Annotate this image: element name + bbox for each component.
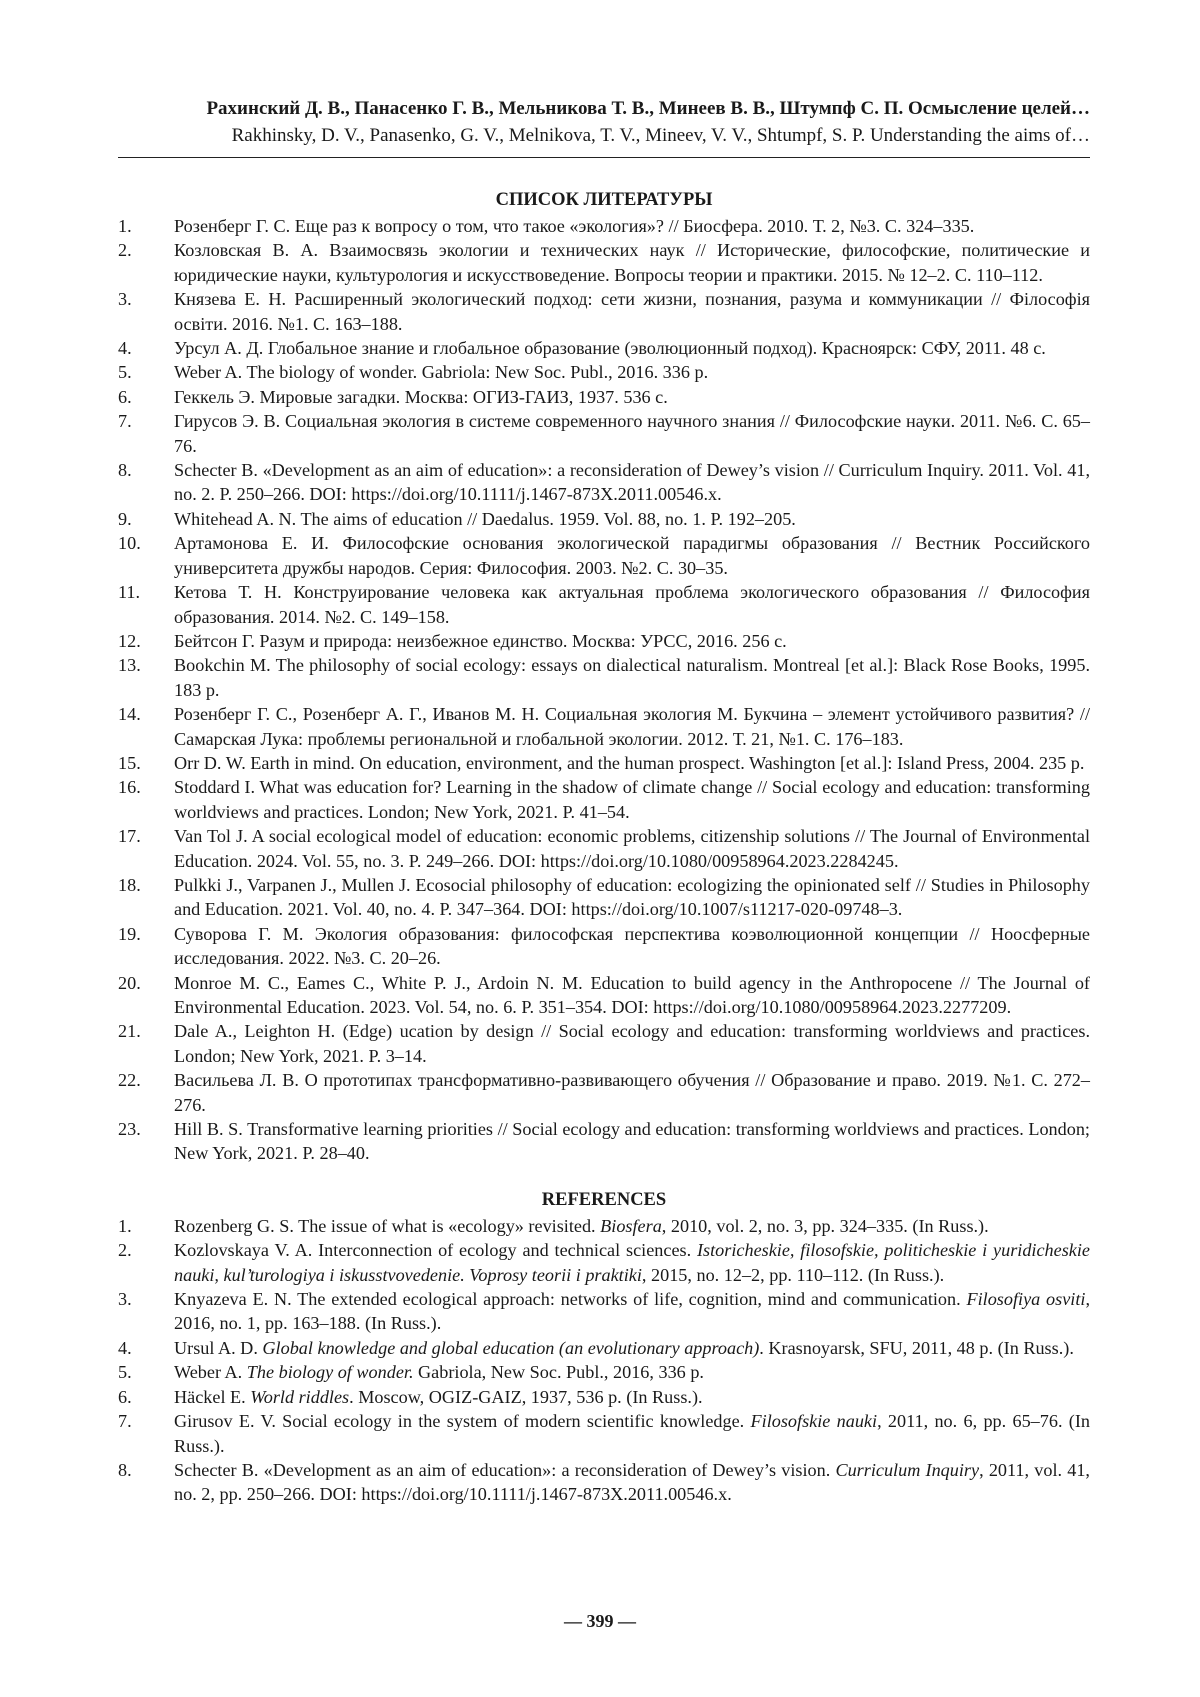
bibliography-item-number: 21.: [118, 1019, 174, 1068]
bibliography-item: [118, 531, 1090, 580]
reference-item: [118, 1409, 1090, 1458]
bibliography-item-number: 8.: [118, 458, 174, 507]
reference-item-source: Istoricheskie, filosofskie, politicheskie i yuridi­cheskie nauki, kul’turologiya i iskusstvovedenie. Voprosy teorii i praktiki: [174, 1240, 1090, 1284]
bibliography-item-text: Monroe M. C., Eames C., White P. J., Ardoin N. M. Education to build agency in the Anthropocene // The Journal of Environmental Education. 2023. Vol. 54, no. 6. P. 351–354. DOI: https://doi.org/10.1080/00958964.2023.2277209.: [174, 971, 1090, 1020]
bibliography-item-number: 5.: [118, 360, 174, 384]
bibliography-item: [118, 214, 1090, 238]
reference-item-number: 7.: [118, 1409, 174, 1458]
bibliography-item: [118, 336, 1090, 360]
reference-item-number: 1.: [118, 1214, 174, 1238]
reference-item-source: Global knowledge and global education (an evolutionary approach): [262, 1338, 759, 1358]
bibliography-item: [118, 458, 1090, 507]
bibliography-item: [118, 873, 1090, 922]
reference-item-authors-title: Kozlovskaya V. A. Interconnection of ecology and technical sciences.: [174, 1240, 697, 1260]
bibliography-title: СПИСОК ЛИТЕРАТУРЫ: [118, 188, 1090, 212]
bibliography-item-text: Hill B. S. Transformative learning priorities // Social ecology and education: transforming worldviews and practices. London; New York, 2021. P. 28–40.: [174, 1117, 1090, 1166]
reference-item: [118, 1385, 1090, 1409]
bibliography-item: [118, 507, 1090, 531]
reference-item-details: , 2011, vol. 41, no. 2, pp. 250–266. DOI: https://doi.org/10.1111/j.1467-873X.2011.00546.x.: [174, 1460, 1090, 1504]
reference-item-authors-title: Ursul A. D.: [174, 1338, 262, 1358]
reference-item-number: 8.: [118, 1458, 174, 1507]
bibliography-list: [118, 214, 1090, 1166]
bibliography-item: [118, 409, 1090, 458]
bibliography-item-text: Bookchin M. The philosophy of social ecology: essays on dialectical naturalism. Montreal [et al.]: Black Rose Books, 1995. 183 p.: [174, 653, 1090, 702]
bibliography-item: [118, 653, 1090, 702]
bibliography-item-number: 2.: [118, 238, 174, 287]
bibliography-item-number: 13.: [118, 653, 174, 702]
bibliography-item-number: 18.: [118, 873, 174, 922]
reference-item-details: , 2016, no. 1, pp. 163–188. (In Russ.).: [174, 1289, 1090, 1333]
bibliography-item-number: 6.: [118, 385, 174, 409]
reference-item-details: , 2010, vol. 2, no. 3, pp. 324–335. (In Russ.).: [662, 1216, 989, 1236]
header-divider: [118, 157, 1090, 158]
reference-item-authors-title: Rozenberg G. S. The issue of what is «ecology» revisited.: [174, 1216, 600, 1236]
reference-item-authors-title: Knyazeva E. N. The extended ecological approach: networks of life, cognition, mind and communication.: [174, 1289, 966, 1309]
reference-item-details: , 2015, no. 12–2, pp. 110–112. (In Russ.).: [642, 1265, 944, 1285]
bibliography-item-number: 11.: [118, 580, 174, 629]
reference-item-authors-title: Weber A.: [174, 1362, 247, 1382]
bibliography-item: [118, 1117, 1090, 1166]
references-title: REFERENCES: [118, 1188, 1090, 1212]
bibliography-item-number: 7.: [118, 409, 174, 458]
references-list: [118, 1214, 1090, 1507]
reference-item-text: [174, 1238, 1090, 1287]
bibliography-item-text: Бейтсон Г. Разум и природа: неизбежное единство. Москва: УРСС, 2016. 256 с.: [174, 629, 1090, 653]
bibliography-item-text: Dale A., Leighton H. (Edge) ucation by design // Social ecology and education: transforming worldviews and practices. London; New York, 2021. P. 3–14.: [174, 1019, 1090, 1068]
bibliography-item-number: 14.: [118, 702, 174, 751]
bibliography-item: [118, 238, 1090, 287]
bibliography-item-number: 3.: [118, 287, 174, 336]
reference-item-text: [174, 1409, 1090, 1458]
reference-item-source: The biology of wonder.: [247, 1362, 414, 1382]
reference-item-authors-title: Girusov E. V. Social ecology in the system of modern scientific knowledge.: [174, 1411, 751, 1431]
reference-item-number: 6.: [118, 1385, 174, 1409]
bibliography-item-number: 22.: [118, 1068, 174, 1117]
bibliography-item-number: 15.: [118, 751, 174, 775]
bibliography-item-text: Whitehead A. N. The aims of education // Daedalus. 1959. Vol. 88, no. 1. P. 192–205.: [174, 507, 1090, 531]
reference-item-details: Gabriola, New Soc. Publ., 2016, 336 p.: [414, 1362, 704, 1382]
bibliography-item: [118, 1068, 1090, 1117]
reference-item-number: 3.: [118, 1287, 174, 1336]
bibliography-item-text: Weber A. The biology of wonder. Gabriola: New Soc. Publ., 2016. 336 p.: [174, 360, 1090, 384]
bibliography-item-text: Геккель Э. Мировые загадки. Москва: ОГИЗ-ГАИЗ, 1937. 536 с.: [174, 385, 1090, 409]
bibliography-item: [118, 775, 1090, 824]
bibliography-item: [118, 1019, 1090, 1068]
reference-item-authors-title: Häckel E.: [174, 1387, 250, 1407]
bibliography-item: [118, 580, 1090, 629]
bibliography-item-number: 16.: [118, 775, 174, 824]
bibliography-item-text: Васильева Л. В. О прототипах трансформативно-развивающего обучения // Образование и право. 2019. №1. С. 272–276.: [174, 1068, 1090, 1117]
bibliography-item-number: 10.: [118, 531, 174, 580]
bibliography-item-text: Гирусов Э. В. Социальная экология в системе современного научного знания // Философские науки. 2011. №6. С. 65–76.: [174, 409, 1090, 458]
reference-item-source: Curriculum Inquiry: [835, 1460, 979, 1480]
reference-item-source: World riddles: [250, 1387, 349, 1407]
running-header-ru: Рахинский Д. В., Панасенко Г. В., Мельникова Т. В., Минеев В. В., Штумпф С. П. Осмысление целей…: [118, 95, 1090, 122]
bibliography-item-text: Розенберг Г. С. Еще раз к вопросу о том, что такое «экология»? // Биосфера. 2010. Т. 2, №3. С. 324–335.: [174, 214, 1090, 238]
reference-item-number: 2.: [118, 1238, 174, 1287]
reference-item-number: 4.: [118, 1336, 174, 1360]
bibliography-item: [118, 702, 1090, 751]
running-header-en: Rakhinsky, D. V., Panasenko, G. V., Melnikova, T. V., Mineev, V. V., Shtumpf, S. P. Understanding the aims of…: [118, 122, 1090, 149]
bibliography-item-text: Урсул А. Д. Глобальное знание и глобальное образование (эволюционный подход). Красноярск: СФУ, 2011. 48 с.: [174, 336, 1090, 360]
reference-item-details: . Moscow, OGIZ-GAIZ, 1937, 536 p. (In Russ.).: [349, 1387, 702, 1407]
bibliography-item-text: Кетова Т. Н. Конструирование человека как актуальная проблема экологического образования // Филосо­фия образования. 2014. №2. С. 149–158.: [174, 580, 1090, 629]
reference-item: [118, 1458, 1090, 1507]
bibliography-item-number: 17.: [118, 824, 174, 873]
reference-item-details: . Krasnoyarsk, SFU, 2011, 48 p. (In Russ.).: [759, 1338, 1074, 1358]
running-header: [118, 95, 1090, 149]
reference-item-text: [174, 1458, 1090, 1507]
bibliography-item: [118, 922, 1090, 971]
bibliography-item-number: 12.: [118, 629, 174, 653]
reference-item: [118, 1214, 1090, 1238]
bibliography-item: [118, 751, 1090, 775]
bibliography-item: [118, 287, 1090, 336]
reference-item-text: [174, 1385, 1090, 1409]
bibliography-item: [118, 385, 1090, 409]
bibliography-item-text: Артамонова Е. И. Философские основания экологической парадигмы образования // Вестник Российского университета дружбы народов. Серия: Философия. 2003. №2. С. 30–35.: [174, 531, 1090, 580]
reference-item-number: 5.: [118, 1360, 174, 1384]
bibliography-item-text: Stoddard I. What was education for? Learning in the shadow of climate change // Social ecology and education: transforming worldviews and practices. London; New York, 2021. P. 41–54.: [174, 775, 1090, 824]
bibliography-item-text: Van Tol J. A social ecological model of education: economic problems, citizenship solutions // The Journal of Environmental Education. 2024. Vol. 55, no. 3. P. 249–266. DOI: https://doi.org/10.1080/00958964.2023.2284245.: [174, 824, 1090, 873]
reference-item: [118, 1336, 1090, 1360]
reference-item-source: Filosofi­ya osviti: [966, 1289, 1085, 1309]
bibliography-item-number: 19.: [118, 922, 174, 971]
reference-item-source: Biosfera: [600, 1216, 662, 1236]
bibliography-item-text: Schecter B. «Development as an aim of education»: a reconsideration of Dewey’s vision // Curriculum Inquiry. 2011. Vol. 41, no. 2. P. 250–266. DOI: https://doi.org/10.1111/j.1467-873X.2011.00546.x.: [174, 458, 1090, 507]
reference-item-source: Filosofskie nauki: [751, 1411, 878, 1431]
bibliography-item: [118, 360, 1090, 384]
bibliography-item-number: 4.: [118, 336, 174, 360]
reference-item: [118, 1287, 1090, 1336]
bibliography-item-text: Суворова Г. М. Экология образования: философская перспектива коэволюционной концепции // Ноосфер­ные исследования. 2022. №3. С. 20–26.: [174, 922, 1090, 971]
reference-item-text: [174, 1287, 1090, 1336]
bibliography-item: [118, 971, 1090, 1020]
bibliography-item-number: 20.: [118, 971, 174, 1020]
page-content: [118, 95, 1090, 1507]
bibliography-item: [118, 824, 1090, 873]
bibliography-item-text: Orr D. W. Earth in mind. On education, environment, and the human prospect. Washington [et al.]: Island Press, 2004. 235 p.: [174, 751, 1090, 775]
bibliography-item-text: Pulkki J., Varpanen J., Mullen J. Ecosocial philosophy of education: ecologizing the opinionated self // Studies in Philosophy and Education. 2021. Vol. 40, no. 4. P. 347–364. DOI: https://doi.org/10.1007/s11217-020-09748–3.: [174, 873, 1090, 922]
reference-item-text: [174, 1360, 1090, 1384]
page-number: — 399 —: [0, 1611, 1200, 1632]
bibliography-item-number: 1.: [118, 214, 174, 238]
reference-item: [118, 1238, 1090, 1287]
bibliography-item-text: Розенберг Г. С., Розенберг А. Г., Иванов М. Н. Социальная экология М. Букчина – элемент устойчивого раз­вития? // Самарская Лука: проблемы региональной и глобальной экологии. 2012. Т. 21, №1. С. 176–183.: [174, 702, 1090, 751]
reference-item-text: [174, 1214, 1090, 1238]
bibliography-item-text: Князева Е. Н. Расширенный экологический подход: сети жизни, познания, разума и коммуникации // Філо­софія освіти. 2016. №1. С. 163–188.: [174, 287, 1090, 336]
reference-item: [118, 1360, 1090, 1384]
reference-item-authors-title: Schecter B. «Development as an aim of education»: a reconsideration of Dewey’s vision.: [174, 1460, 835, 1480]
bibliography-item-number: 23.: [118, 1117, 174, 1166]
bibliography-item-text: Козловская В. А. Взаимосвязь экологии и технических наук // Исторические, философские, политические и юридические науки, культурология и искусствоведение. Вопросы теории и практики. 2015. № 12–2. С. 110–112.: [174, 238, 1090, 287]
bibliography-item: [118, 629, 1090, 653]
reference-item-details: , 2011, no. 6, pp. 65–76. (In Russ.).: [174, 1411, 1090, 1455]
bibliography-item-number: 9.: [118, 507, 174, 531]
reference-item-text: [174, 1336, 1090, 1360]
